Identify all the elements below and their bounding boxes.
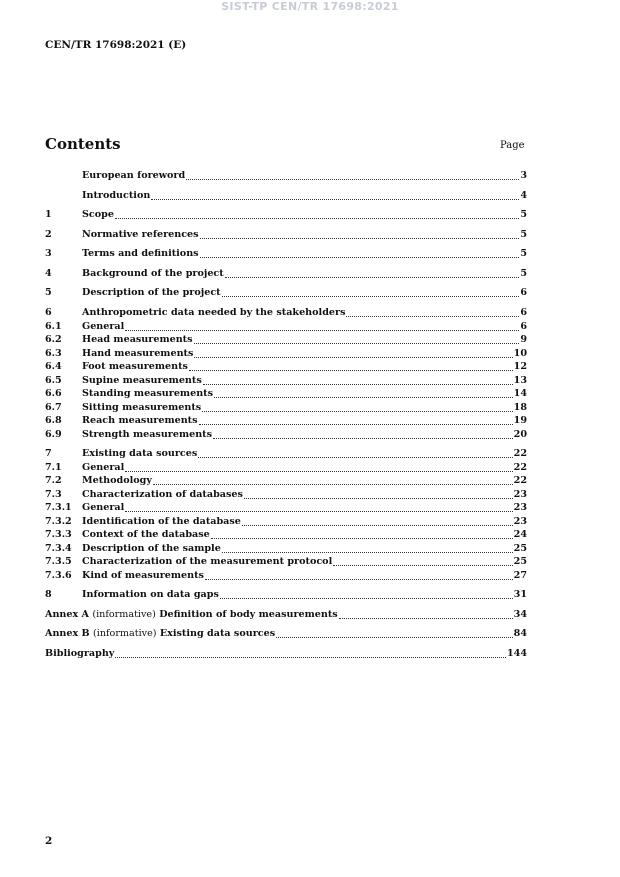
- toc-entry-page: 27: [513, 569, 527, 581]
- toc-entry[interactable]: [45, 414, 527, 428]
- toc-entry-title[interactable]: Strength measurements: [82, 428, 213, 440]
- toc-entry[interactable]: [45, 374, 527, 388]
- toc-entry-title[interactable]: Description of the project: [82, 287, 221, 298]
- toc-entry-title[interactable]: Characterization of the measurement protocol: [82, 556, 333, 567]
- toc-entry-page: 22: [513, 448, 527, 459]
- dot-leader: [199, 424, 513, 425]
- dot-leader: [115, 657, 506, 658]
- toc-entry-title[interactable]: Sitting measurements: [82, 401, 202, 413]
- toc-entry-title[interactable]: Reach measurements: [82, 415, 198, 426]
- toc-entry-title[interactable]: Description of the sample: [82, 542, 221, 554]
- toc-entry-page: 14: [513, 388, 527, 399]
- watermark: SIST-TP CEN/TR 17698:2021: [221, 0, 399, 13]
- dot-leader: [189, 370, 513, 371]
- toc-entry[interactable]: [45, 306, 527, 320]
- dot-leader: [125, 471, 512, 472]
- toc-entry-page: 20: [513, 428, 527, 440]
- toc-entry-page: 24: [513, 529, 527, 540]
- toc-entry-page: 22: [513, 461, 527, 473]
- toc-entry-number: 7.2: [45, 475, 62, 486]
- page-column-label: Page: [500, 140, 525, 151]
- toc-entry[interactable]: [45, 555, 527, 569]
- toc-entry-number: 7.3.5: [45, 556, 72, 567]
- dot-leader: [151, 199, 519, 200]
- toc-entry-page: 23: [513, 502, 527, 513]
- toc-entry-title[interactable]: European foreword: [82, 170, 186, 181]
- toc-entry-title[interactable]: General: [82, 461, 125, 473]
- toc-entry-number: 1: [45, 209, 52, 220]
- dot-leader: [339, 618, 513, 619]
- toc-entry-number: 6.5: [45, 374, 62, 386]
- toc-entry[interactable]: [45, 286, 527, 300]
- annex-name: Existing data sources: [159, 628, 276, 639]
- page-number: 2: [45, 835, 53, 847]
- toc-entry[interactable]: [45, 461, 527, 475]
- toc-entry-title[interactable]: Scope: [82, 209, 114, 220]
- dot-leader: [194, 343, 520, 344]
- toc-entry-title[interactable]: Identification of the database: [82, 515, 241, 527]
- annex-title[interactable]: [45, 608, 338, 622]
- toc-entry-number: 5: [45, 287, 52, 298]
- dot-leader: [200, 238, 520, 239]
- toc-entry-title[interactable]: Standing measurements: [82, 388, 213, 399]
- toc-entry-page: 19: [513, 415, 527, 426]
- toc-entry-title[interactable]: Information on data gaps: [82, 589, 219, 600]
- dot-leader: [225, 277, 520, 278]
- toc-entry-title[interactable]: General: [82, 502, 125, 513]
- toc-entry-number: 7.1: [45, 461, 62, 473]
- toc-entry-page: 23: [513, 488, 527, 500]
- toc-entry-number: 6.3: [45, 347, 62, 359]
- toc-entry-page: 12: [513, 361, 527, 372]
- toc-entry[interactable]: [45, 501, 527, 515]
- toc-entry-title[interactable]: Existing data sources: [82, 448, 198, 459]
- dot-leader: [276, 637, 513, 638]
- toc-entry-title[interactable]: Foot measurements: [82, 361, 188, 372]
- toc-entry-page: 4: [520, 189, 527, 201]
- toc-entry-number: 6.8: [45, 415, 62, 426]
- dot-leader: [214, 397, 513, 398]
- dot-leader: [211, 538, 513, 539]
- toc-entry-number: 7.3.3: [45, 529, 72, 540]
- toc-entry[interactable]: [45, 528, 527, 542]
- annex-entry[interactable]: [45, 627, 527, 641]
- toc-entry-page: 6: [520, 307, 527, 318]
- dot-leader: [153, 484, 513, 485]
- dot-leader: [242, 525, 513, 526]
- toc-entry-number: 6: [45, 307, 52, 318]
- toc-entry-title[interactable]: General: [82, 320, 125, 332]
- dot-leader: [244, 498, 513, 499]
- toc-entry-title[interactable]: Context of the database: [82, 529, 210, 540]
- annex-label: Annex A: [45, 608, 90, 620]
- bibliography-page: 144: [506, 647, 527, 659]
- toc-entry[interactable]: [45, 360, 527, 374]
- toc-entry-title[interactable]: Anthropometric data needed by the stakeholders: [82, 307, 346, 318]
- toc-entry-page: 13: [513, 374, 527, 386]
- toc-entry-page: 25: [513, 542, 527, 554]
- toc-entry-number: 6.1: [45, 320, 62, 332]
- bibliography-title[interactable]: Bibliography: [45, 647, 115, 659]
- toc-entry[interactable]: [45, 267, 527, 281]
- dot-leader: [115, 218, 519, 219]
- dot-leader: [346, 316, 519, 317]
- dot-leader: [125, 330, 519, 331]
- toc-entry[interactable]: [45, 333, 527, 347]
- toc-entry-page: 23: [513, 515, 527, 527]
- toc-entry-page: 9: [520, 334, 527, 345]
- toc-entry-title[interactable]: Hand measurements: [82, 347, 194, 359]
- annex-kind: (informative): [93, 628, 157, 639]
- dot-leader: [194, 357, 512, 358]
- toc-entry-number: 7.3.1: [45, 502, 72, 513]
- toc-entry-number: 6.6: [45, 388, 62, 399]
- toc-entry-page: 10: [513, 347, 527, 359]
- annex-label: Annex B: [45, 628, 90, 639]
- toc-entry-page: 3: [520, 170, 527, 181]
- toc-entry-page: 6: [520, 287, 527, 298]
- toc-entry-number: 6.9: [45, 428, 62, 440]
- dot-leader: [125, 511, 512, 512]
- toc-entry-page: 18: [513, 401, 527, 413]
- toc-entry-number: 7.3.4: [45, 542, 72, 554]
- toc-entry[interactable]: [45, 542, 527, 556]
- toc-entry-number: 7.3: [45, 488, 62, 500]
- toc-entry-title[interactable]: Terms and definitions: [82, 248, 199, 259]
- toc-entry-title[interactable]: Characterization of databases: [82, 488, 243, 500]
- toc-entry-number: 7.3.2: [45, 515, 72, 527]
- annex-name: Definition of body measurements: [159, 608, 338, 620]
- toc-entry-number: 7.3.6: [45, 569, 72, 581]
- toc-entry[interactable]: [45, 208, 527, 222]
- bibliography-entry[interactable]: [45, 647, 527, 661]
- toc-entry[interactable]: [45, 169, 527, 183]
- dot-leader: [205, 579, 513, 580]
- toc-entry-page: 25: [513, 556, 527, 567]
- toc-entry-page: 31: [513, 589, 527, 600]
- toc-entry-number: 6.4: [45, 361, 62, 372]
- toc-entry-title[interactable]: Normative references: [82, 228, 199, 240]
- toc-entry[interactable]: [45, 347, 527, 361]
- toc-entry[interactable]: [45, 515, 527, 529]
- dot-leader: [213, 438, 513, 439]
- annex-entry[interactable]: [45, 608, 527, 622]
- toc-entry[interactable]: [45, 320, 527, 334]
- toc-entry-title[interactable]: Kind of measurements: [82, 569, 204, 581]
- toc-entry[interactable]: [45, 588, 527, 602]
- toc-entry[interactable]: [45, 401, 527, 415]
- toc-entry-number: 6.7: [45, 401, 62, 413]
- document-reference: CEN/TR 17698:2021 (E): [45, 39, 187, 51]
- toc-entry[interactable]: [45, 247, 527, 261]
- toc-entry[interactable]: [45, 569, 527, 583]
- dot-leader: [333, 565, 512, 566]
- toc-entry-title[interactable]: Methodology: [82, 475, 152, 486]
- dot-leader: [222, 296, 520, 297]
- toc-entry-number: 4: [45, 267, 52, 279]
- toc-entry[interactable]: [45, 474, 527, 488]
- dot-leader: [200, 257, 520, 258]
- toc-entry-page: 5: [520, 209, 527, 220]
- toc-entry-number: 6.2: [45, 334, 62, 345]
- dot-leader: [202, 411, 512, 412]
- toc-entry[interactable]: [45, 228, 527, 242]
- dot-leader: [203, 384, 513, 385]
- toc-entry-number: 3: [45, 248, 52, 259]
- annex-page: 84: [513, 628, 527, 639]
- toc-entry-number: 8: [45, 589, 52, 600]
- toc-entry[interactable]: [45, 189, 527, 203]
- toc-entry-title[interactable]: Background of the project: [82, 267, 224, 279]
- toc-entry-page: 6: [520, 320, 527, 332]
- dot-leader: [220, 598, 513, 599]
- dot-leader: [198, 457, 512, 458]
- dot-leader: [186, 179, 519, 180]
- toc-entry-number: 7: [45, 448, 52, 459]
- toc-entry[interactable]: [45, 488, 527, 502]
- toc-entry-title[interactable]: Supine measurements: [82, 374, 202, 386]
- toc-entry[interactable]: [45, 428, 527, 442]
- toc-entry-title[interactable]: Introduction: [82, 189, 151, 201]
- toc-entry[interactable]: [45, 387, 527, 401]
- annex-page: 34: [513, 608, 527, 620]
- toc-entry-page: 5: [520, 267, 527, 279]
- toc-entry-page: 5: [520, 228, 527, 240]
- toc-entry-page: 5: [520, 248, 527, 259]
- toc-entry[interactable]: [45, 447, 527, 461]
- toc-entry-page: 22: [513, 475, 527, 486]
- toc-entry-number: 2: [45, 228, 52, 240]
- annex-title[interactable]: [45, 627, 275, 641]
- annex-kind: (informative): [92, 608, 156, 620]
- toc-entry-title[interactable]: Head measurements: [82, 334, 193, 345]
- contents-heading: Contents: [45, 135, 121, 153]
- dot-leader: [222, 552, 513, 553]
